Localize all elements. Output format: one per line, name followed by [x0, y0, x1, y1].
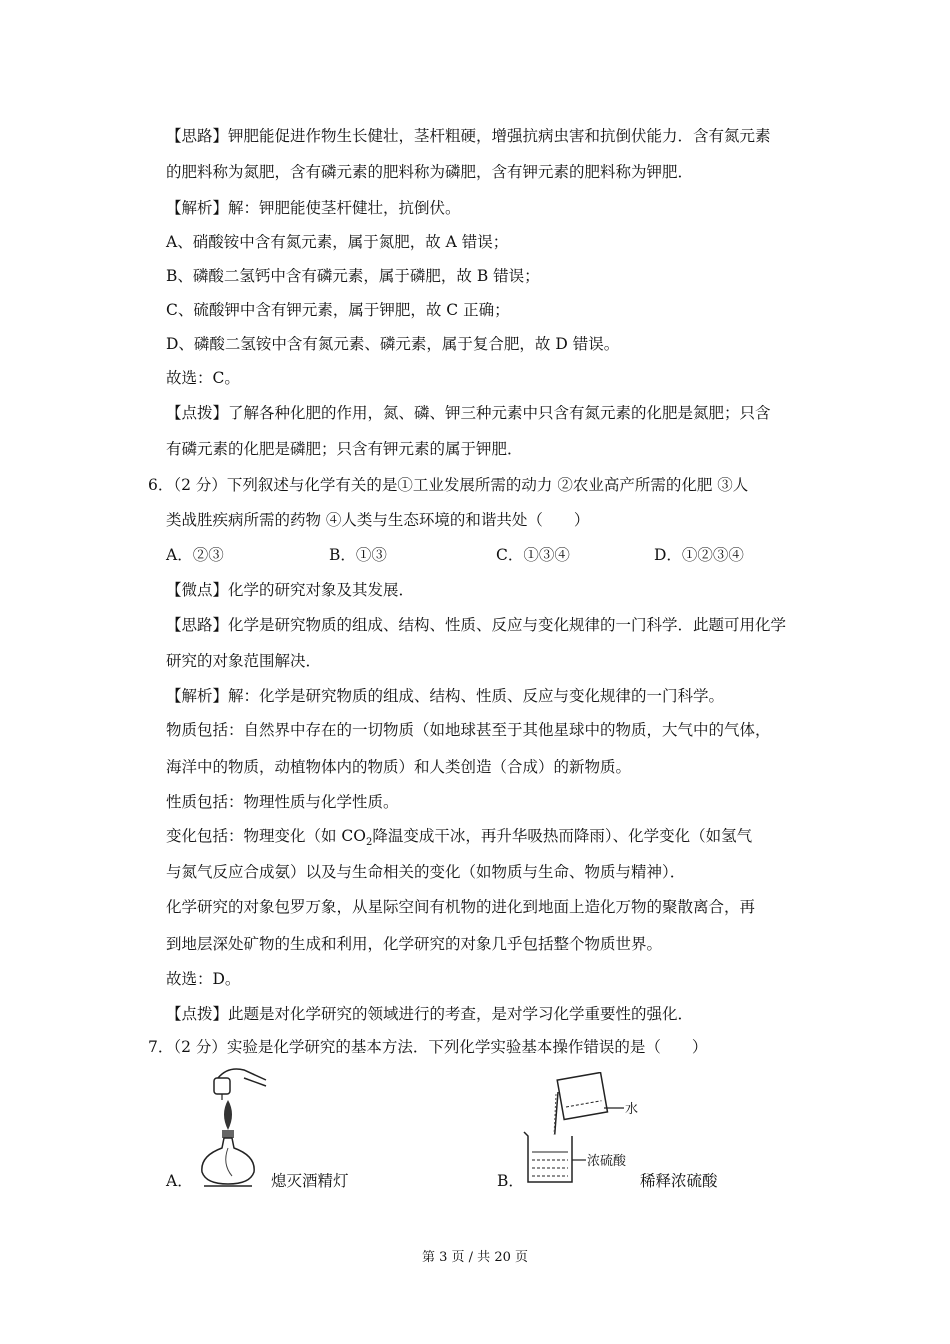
- q6-answer: 故选：D。: [166, 970, 241, 988]
- water-label: 水: [625, 1102, 639, 1117]
- thinking-line-1: 【思路】钾肥能促进作物生长健壮，茎杆粗硬，增强抗病虫害和抗倒伏能力．含有氮元素: [166, 127, 771, 145]
- q6-point: 【微点】化学的研究对象及其发展．: [166, 581, 415, 599]
- analysis-line: 【解析】解：钾肥能使茎杆健壮，抗倒伏。: [166, 199, 461, 217]
- alcohol-lamp-figure: [196, 1064, 276, 1194]
- q7-option-a-caption: 熄灭酒精灯: [271, 1172, 349, 1190]
- q6-stem-line-1: 6．（2 分）下列叙述与化学有关的是①工业发展所需的动力 ②农业高产所需的化肥 ③人: [148, 476, 749, 494]
- q6-analysis-1: 【解析】解：化学是研究物质的组成、结构、性质、反应与变化规律的一门科学。: [166, 687, 725, 705]
- co2-subscript: 2: [366, 837, 373, 849]
- analysis-option-d: D、磷酸二氢铵中含有氮元素、磷元素，属于复合肥，故 D 错误。: [166, 335, 620, 353]
- analysis-option-c: C、硫酸钾中含有钾元素，属于钾肥，故 C 正确；: [166, 301, 510, 319]
- dilute-acid-figure: [520, 1072, 640, 1190]
- q6-analysis-5: [166, 825, 752, 854]
- tip-line-1: 【点拨】了解各种化肥的作用，氮、磷、钾三种元素中只含有氮元素的化肥是氮肥；只含: [166, 404, 771, 422]
- answer-line: 故选：C。: [166, 369, 240, 387]
- q6-analysis-2: 物质包括：自然界中存在的一切物质（如地球甚至于其他星球中的物质，大气中的气体，: [166, 721, 771, 739]
- q6-analysis-8: 到地层深处矿物的生成和利用，化学研究的对象几乎包括整个物质世界。: [166, 935, 663, 953]
- q6-option-a: A．②③: [166, 546, 224, 564]
- page-footer: 第 3 页 / 共 20 页: [422, 1250, 528, 1265]
- change-text-before: 变化包括：物理变化（如 CO: [166, 827, 366, 845]
- analysis-option-b: B、磷酸二氢钙中含有磷元素，属于磷肥，故 B 错误；: [166, 267, 540, 285]
- q7-option-a-label: A．: [166, 1172, 193, 1190]
- change-text-after: 降温变成干冰，再升华吸热而降雨）、化学变化（如氢气: [372, 827, 753, 845]
- q6-analysis-4: 性质包括：物理性质与化学性质。: [166, 793, 399, 811]
- q6-option-c: C．①③④: [496, 546, 570, 564]
- q6-analysis-7: 化学研究的对象包罗万象，从星际空间有机物的进化到地面上造化万物的聚散离合，再: [166, 898, 756, 916]
- q6-stem-line-2: 类战胜疾病所需的药物 ④人类与生态环境的和谐共处（ ）: [166, 511, 590, 529]
- tip-line-2: 有磷元素的化肥是磷肥；只含有钾元素的属于钾肥．: [166, 440, 523, 458]
- q6-analysis-6: 与氮气反应合成氨）以及与生命相关的变化（如物质与生命、物质与精神）．: [166, 863, 686, 881]
- q6-option-b: B．①③: [329, 546, 387, 564]
- acid-label: 浓硫酸: [587, 1154, 627, 1169]
- q6-thinking-1: 【思路】化学是研究物质的组成、结构、性质、反应与变化规律的一门科学．此题可用化学: [166, 616, 787, 634]
- q7-option-b-caption: 稀释浓硫酸: [640, 1172, 718, 1190]
- q6-thinking-2: 研究的对象范围解决．: [166, 652, 322, 670]
- q7-stem: 7．（2 分）实验是化学研究的基本方法．下列化学实验基本操作错误的是（ ）: [148, 1038, 708, 1056]
- q7-option-b-label: B．: [497, 1172, 524, 1190]
- q6-option-d: D．①②③④: [654, 546, 744, 564]
- thinking-line-2: 的肥料称为氮肥，含有磷元素的肥料称为磷肥，含有钾元素的肥料称为钾肥．: [166, 163, 694, 181]
- q6-analysis-3: 海洋中的物质，动植物体内的物质）和人类创造（合成）的新物质。: [166, 758, 632, 776]
- analysis-option-a: A、硝酸铵中含有氮元素，属于氮肥，故 A 错误；: [166, 233, 509, 251]
- q6-tip: 【点拨】此题是对化学研究的领域进行的考查，是对学习化学重要性的强化．: [166, 1005, 694, 1023]
